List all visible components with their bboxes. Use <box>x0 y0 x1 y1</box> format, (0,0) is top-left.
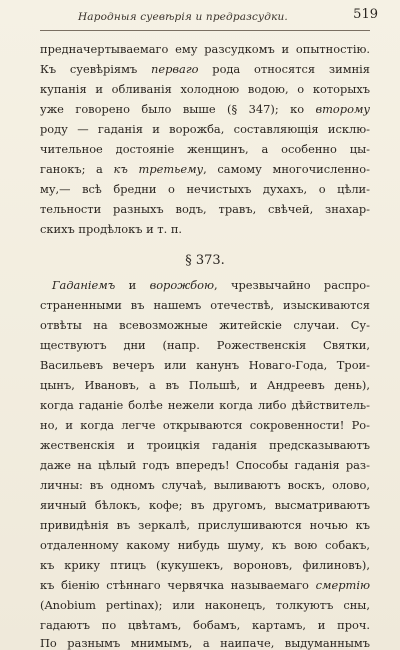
text-line: тельности разныхъ водъ, травъ, свѣчей, знахар- <box>40 202 370 216</box>
text-line: уже говорено было выше (§ 347); ко второму <box>40 102 370 116</box>
header-divider <box>40 30 370 31</box>
text-line: предначертываемаго ему разсудкомъ и опытностію. <box>40 42 370 56</box>
italic-term: ворожбою <box>149 278 214 292</box>
page-number: 519 <box>353 7 378 22</box>
text-line: личны: въ одномъ случаѣ, выливаютъ воскъ, олово, <box>40 478 370 492</box>
text-line: жественскія и троицкія гаданія предсказываютъ <box>40 438 370 452</box>
text-line: даже на цѣлый годъ впередъ! Способы гаданія раз- <box>40 458 370 472</box>
text-line: цынъ, Ивановъ, а въ Польшѣ, и Андреевъ день), <box>40 378 370 392</box>
section-heading: § 373. <box>185 253 225 268</box>
text-line: Гаданіемъ и ворожбою, чрезвычайно распро- <box>52 278 370 292</box>
text-line: но, и когда легче открываются сокровенности! Ро- <box>40 418 370 432</box>
text-line: (Anobium pertinax); или наконецъ, толкуютъ сны, <box>40 598 370 612</box>
page-header <box>78 7 378 27</box>
text-line: чительное достояніе женщинъ, а особенно цы- <box>40 142 370 156</box>
italic-term: къ третьему <box>113 162 204 176</box>
text-line: къ крику птицъ (кукушекъ, вороновъ, филиновъ), <box>40 558 370 572</box>
text-line: купанія и обливанія холодною водою, о которыхъ <box>40 82 370 96</box>
text-line: скихъ продѣлокъ и т. п. <box>40 222 183 236</box>
text-line: гадаютъ по цвѣтамъ, бобамъ, картамъ, и проч. <box>40 618 370 632</box>
text-line: Къ суевѣріямъ перваго рода относятся зимнія <box>40 62 370 76</box>
italic-term: смертію <box>315 578 370 592</box>
text-line: ганокъ; а къ третьему, самому многочисленно- <box>40 162 370 176</box>
text-line: отдаленному какому нибудь шуму, къ вою собакъ, <box>40 538 370 552</box>
text-line: му,— всѣ бредни о нечистыхъ духахъ, о цѣли- <box>40 182 370 196</box>
text-line: привидѣнія въ зеркалѣ, прислушиваются ночью къ <box>40 518 370 532</box>
text-line: отвѣты на всевозможные житейскіе случаи. Су- <box>40 318 370 332</box>
text-line: По разнымъ мнимымъ, а наипаче, выдуманнымъ <box>40 636 370 650</box>
text-line: яичный бѣлокъ, кофе; въ другомъ, высматриваютъ <box>40 498 370 512</box>
italic-term: перваго <box>151 62 199 76</box>
text-line: роду — гаданія и ворожба, составляющія исклю- <box>40 122 370 136</box>
text-line: Васильевъ вечеръ или канунъ Новаго-Года, Трои- <box>40 358 370 372</box>
running-head: Народныя суевѣрія и предразсудки. <box>78 11 288 23</box>
italic-term: второму <box>315 102 370 116</box>
text-line: ществуютъ дни (напр. Рожественскія Святки, <box>40 338 370 352</box>
text-line: къ біенію стѣннаго червячка называемаго смертію <box>40 578 370 592</box>
text-line: страненными въ нашемъ отечествѣ, изыскиваются <box>40 298 370 312</box>
text-line: когда гаданіе болѣе нежели когда либо дѣйствитель- <box>40 398 370 412</box>
italic-term: Гаданіемъ <box>52 278 116 292</box>
